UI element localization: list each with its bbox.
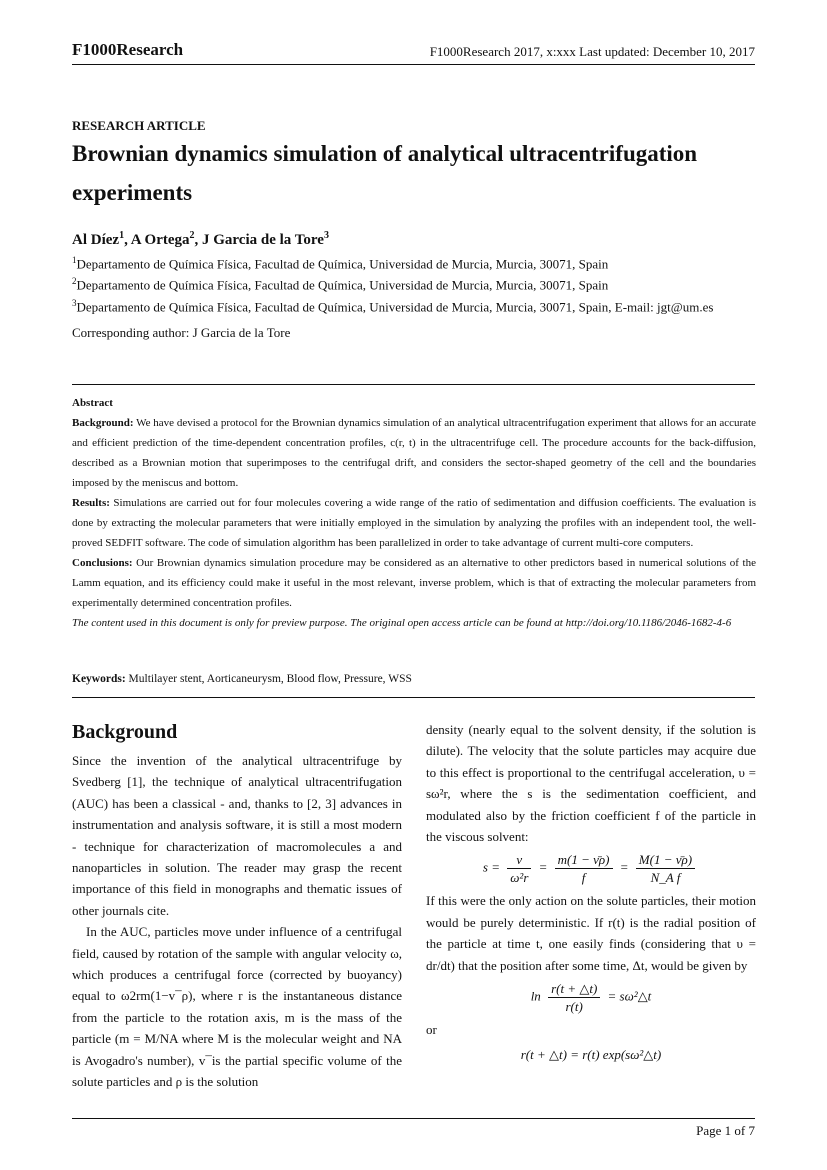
equation-lhs: ln	[530, 988, 541, 1004]
keywords-label: Keywords:	[72, 673, 126, 685]
abstract-bottom-rule	[72, 697, 755, 698]
left-column	[72, 718, 402, 1093]
fraction-numerator: M(1 − ν̄ρ)	[636, 851, 695, 869]
affiliation-text: Departamento de Química Física, Facultad de Química, Universidad de Murcia, Murcia, 30071, Spain, E-mail: jgt@um.es	[76, 299, 714, 315]
page-number: Page 1 of 7	[696, 1123, 755, 1138]
abstract-background-label: Background:	[72, 417, 134, 429]
affiliation	[72, 276, 608, 293]
author-name: J Garcia de la Tore	[202, 232, 324, 248]
abstract-background	[72, 413, 756, 493]
author-affiliation-mark: 3	[323, 230, 329, 241]
equation-exp-position: r(t + △t) = r(t) exp(sω²△t)	[520, 1047, 662, 1063]
author-affiliation-mark: 1	[119, 230, 125, 241]
equation-fraction	[548, 980, 600, 1015]
equation-fraction	[636, 851, 695, 886]
abstract-results-text: Simulations are carried out for four molecules covering a wide range of the ratio of sedimentation and diffusion coefficients. The evaluation is done by extracting the molecular parameters that were initially employed in the simulation by analyzing the profiles with an independent tool, the well-proved SEDFIT software. The code of simulation algorithm has been parallelized in order to take advantage of current multi-core computers.	[72, 497, 756, 549]
author-name: A Ortega	[130, 232, 190, 248]
fraction-numerator: r(t + △t)	[548, 980, 600, 998]
abstract	[72, 393, 756, 633]
article-type: RESEARCH ARTICLE	[72, 118, 206, 133]
fraction-denominator: N_A f	[650, 870, 681, 886]
body-paragraph: In the AUC, particles move under influence of a centrifugal field, caused by rotation of the sample with angular velocity ω, which produces a centrifugal force (corrected by buoyancy) equal to ω2rm(1−v¯ρ), where r is the instantaneous distance from the particle to the rotation axis, m is the mass of the particle (m = M/NA where M is the molecular weight and NA is Avogadro's number), v¯is the partial specific volume of the solute particles and ρ is the solution	[72, 924, 402, 1090]
author-affiliation-mark: 2	[189, 230, 195, 241]
corresponding-author: Corresponding author: J Garcia de la Tore	[72, 325, 291, 340]
right-column	[426, 719, 756, 1070]
equals-sign: =	[619, 859, 629, 875]
or-label: or	[426, 1022, 437, 1038]
fraction-denominator: ω²r	[510, 870, 529, 886]
equation-rhs: = sω²△t	[607, 988, 652, 1004]
abstract-background-text: We have devised a protocol for the Brownian dynamics simulation of an analytical ultracentrifugation experiment that allows for an accurate and efficient prediction of the time-dependent concentration profiles, c(r, t) in the ultracentrifuge cell. The procedure accounts for the back-diffusion, described as a Brownian motion that superimposes to the centrifugal drift, and considers the sector-shaped geometry of the cell and the boundaries imposed by the meniscus and bottom.	[72, 417, 756, 489]
affiliation-mark: 3	[72, 298, 77, 308]
header-rule	[72, 64, 755, 65]
keywords	[72, 673, 412, 685]
equals-sign: =	[538, 859, 548, 875]
author-list: Al Díez$^1$, A Ortega$^2$, J Garcia de la Tore$^3$	[72, 230, 329, 248]
paper-title: Brownian dynamics simulation of analytical ultracentrifugation experiments	[72, 141, 698, 205]
affiliation	[72, 298, 713, 315]
journal-meta: F1000Research 2017, x:xxx Last updated: December 10, 2017	[429, 44, 755, 59]
affiliation-mark: 1	[72, 255, 77, 265]
abstract-conclusions-text: Our Brownian dynamics simulation procedure may be considered as an alternative to other predictors based in numerical solutions of the Lamm equation, and its efficiency could make it useful in the most relevant, inverse problem, which is that of extracting the molecular parameters from experimentally determined concentration profiles.	[72, 557, 756, 609]
equation-lhs: s =	[482, 859, 500, 875]
abstract-top-rule	[72, 384, 755, 385]
equation-sedimentation	[426, 851, 756, 886]
abstract-results-label: Results:	[72, 497, 110, 509]
abstract-conclusions-label: Conclusions:	[72, 557, 133, 569]
fraction-denominator: f	[581, 870, 586, 886]
equation-fraction	[555, 851, 613, 886]
abstract-conclusions	[72, 553, 756, 613]
fraction-numerator: ν	[507, 851, 531, 869]
body-paragraph: Since the invention of the analytical ultracentrifuge by Svedberg [1], the technique of analytical ultracentrifugation (AUC) has been a classical - and, thanks to [2, 3] advances in instrumentation and analysis software, it is still a most modern - technique for characterization of macromolecules a and nanoparticles in solution. The reader may grasp the recent importance of this field in monographs and thematic issues of other journals cite.	[72, 753, 402, 918]
footer-rule	[72, 1118, 755, 1119]
body-paragraph: If this were the only action on the solute particles, their motion would be purely deterministic. If r(t) is the radial position of the particle at time t, one easily finds (considering that υ = dr/dt) that the position after some time, Δt, would be given by	[426, 893, 756, 973]
keywords-text: Multilayer stent, Aorticaneurysm, Blood flow, Pressure, WSS	[128, 673, 412, 685]
affiliation-text: Departamento de Química Física, Facultad de Química, Universidad de Murcia, Murcia, 30071, Spain	[76, 277, 609, 293]
equation-log-position	[426, 980, 756, 1015]
abstract-results	[72, 493, 756, 553]
body-paragraph: density (nearly equal to the solvent density, if the solution is dilute). The velocity that the solute particles may acquire due to this effect is proportional to the centrifugal acceleration, υ = sω²r, where the s is the sedimentation coefficient, and modulated also by the friction coefficient f of the particle in the viscous solvent:	[426, 722, 756, 845]
affiliation	[72, 255, 608, 272]
section-heading: Background	[72, 721, 178, 743]
affiliation-mark: 2	[72, 276, 77, 286]
preview-note: The content used in this document is only for preview purpose. The original open access article can be found at http://doi.org/10.1186/2046-1682-4-6	[72, 617, 732, 629]
journal-brand: F1000Research	[72, 40, 184, 59]
abstract-heading: Abstract	[72, 397, 113, 409]
equation-fraction	[507, 851, 531, 886]
author-name: Al Díez	[72, 232, 120, 248]
fraction-numerator: m(1 − ν̄ρ)	[555, 851, 613, 869]
fraction-denominator: r(t)	[565, 999, 583, 1015]
affiliation-text: Departamento de Química Física, Facultad de Química, Universidad de Murcia, Murcia, 30071, Spain	[76, 256, 609, 272]
